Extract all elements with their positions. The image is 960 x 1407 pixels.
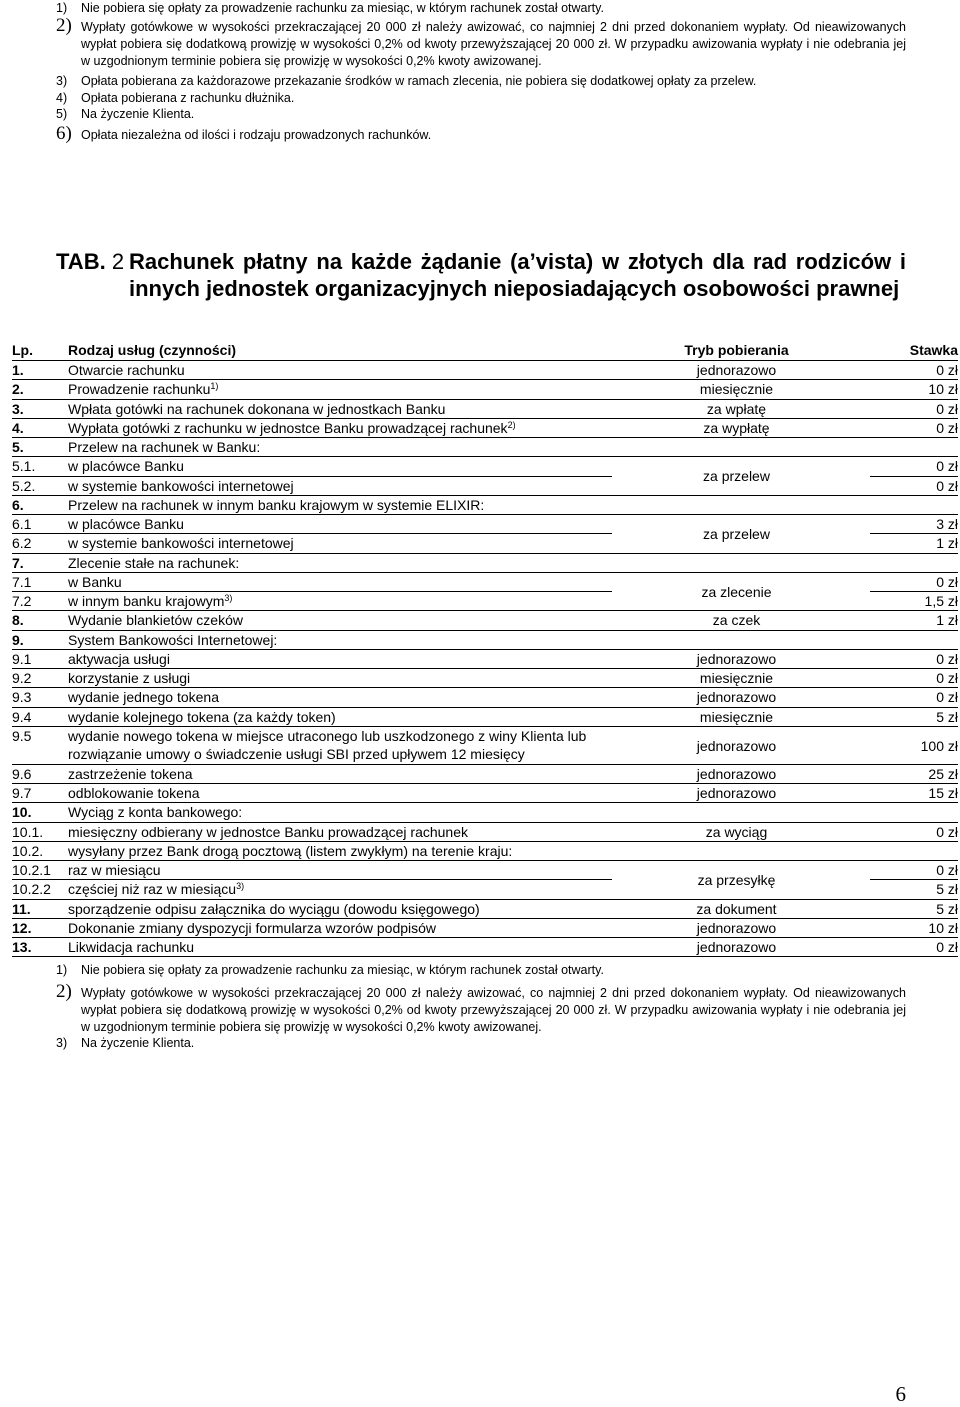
note-number: 5) [56, 107, 68, 121]
row-service: Zlecenie stałe na rachunek: [68, 554, 240, 571]
row-rate: 0 zł [936, 458, 958, 475]
table-row [12, 554, 958, 573]
price-table [12, 341, 958, 957]
table-row [12, 611, 958, 630]
row-lp: 13. [12, 939, 32, 955]
row-lp: 8. [12, 612, 24, 629]
row-service: Wyciąg z konta bankowego: [68, 804, 243, 821]
row-lp: 3. [12, 400, 24, 417]
merged-mode-cell: za przesyłkę [697, 872, 776, 888]
row-rate: 0 zł [936, 670, 958, 686]
row-rate: 10 zł [928, 381, 958, 398]
row-rate: 0 zł [936, 400, 958, 417]
row-service: korzystanie z usługi [68, 670, 191, 686]
table-row [12, 823, 958, 842]
row-mode: za wpłatę [706, 400, 767, 417]
row-lp: 10.2.2 [12, 881, 51, 898]
row-service: w systemie bankowości internetowej [68, 477, 294, 494]
header-mode: Tryb pobierania [684, 342, 789, 358]
table-row [12, 419, 958, 438]
row-lp: 7.1 [12, 573, 32, 590]
table-row [12, 919, 958, 938]
row-rate: 1 zł [936, 612, 958, 629]
row-rate: 5 zł [936, 900, 958, 917]
row-service: zastrzeżenie tokena [68, 765, 193, 782]
row-service: odblokowanie tokena [68, 785, 200, 801]
note-text: Opłata niezależna od ilości i rodzaju prowadzonych rachunków. [81, 128, 432, 142]
row-service: raz w miesiącu [68, 862, 161, 878]
row-mode: jednorazowo [696, 919, 777, 936]
row-mode: miesięcznie [699, 381, 774, 398]
row-lp: 9.3 [12, 689, 32, 706]
row-divider [12, 956, 958, 957]
table-row [12, 631, 958, 650]
table-row [12, 842, 958, 861]
table-row [12, 688, 958, 707]
table-row [12, 784, 958, 803]
note-text: Wypłaty gotówkowe w wysokości przekraczającej 20 000 zł należy awizować, co najmniej 2 dni przed dokonaniem wypłaty. Od nieawizowanych wypłat pobiera się dodatkową prowizję w wysokości 0,2% od kwoty przewyższającej 20 000 zł. W przypadku awizowania wypłaty i nie odebrania jej w uzgodnionym terminie pobiera się prowizję w wysokości 0,2% kwoty awizowanej. [81, 20, 906, 68]
table-row [12, 477, 958, 496]
table-row [12, 361, 958, 380]
page-number: 6 [895, 1382, 906, 1406]
top-note-2 [56, 15, 906, 70]
merged-mode-cell: za zlecenie [701, 583, 772, 600]
row-service: Przelew na rachunek w innym banku krajowym w systemie ELIXIR: [68, 496, 485, 513]
row-mode: jednorazowo [696, 765, 777, 782]
row-rate: 25 zł [928, 765, 958, 782]
row-lp: 9. [12, 631, 24, 648]
merged-mode-cell: za przelew [703, 526, 770, 542]
row-mode: za wypłatę [703, 419, 770, 436]
table-row [12, 515, 958, 542]
row-rate: 0 zł [936, 650, 958, 667]
row-lp: 9.5 [12, 727, 32, 744]
row-service: wysyłany przez Bank drogą pocztową (listem zwykłym) na terenie kraju: [68, 842, 513, 859]
merged-mode-cell: za przelew [703, 468, 770, 485]
row-service: częściej niż raz w miesiącu$^{3)}$ [68, 881, 245, 898]
row-lp: 7. [12, 554, 24, 571]
top-note-6 [56, 123, 906, 144]
row-service: Wpłata gotówki na rachunek dokonana w jednostkach Banku [68, 400, 446, 417]
row-lp: 9.6 [12, 765, 32, 782]
row-lp: 4. [12, 419, 24, 436]
row-service: sporządzenie odpisu załącznika do wyciągu (dowodu księgowego) [68, 900, 480, 917]
table-row [12, 573, 958, 600]
row-service: w Banku [68, 573, 122, 590]
table-row [12, 457, 958, 485]
row-rate: 0 zł [936, 573, 958, 590]
row-mode: jednorazowo [696, 689, 777, 706]
table-row [12, 438, 958, 457]
row-lp: 9.1 [12, 650, 32, 667]
row-service: Wypłata gotówki z rachunku w jednostce Banku prowadzącej rachunek$^{2)}$ [68, 419, 516, 436]
row-lp: 9.4 [12, 708, 32, 725]
footnote-ref: 2) [507, 419, 516, 430]
table-label: TAB. 2 [56, 249, 125, 274]
row-lp: 9.2 [12, 670, 32, 686]
row-rate: 5 zł [936, 881, 958, 898]
row-service: w systemie bankowości internetowej [68, 535, 294, 552]
top-note-5 [56, 106, 906, 123]
table-row [12, 650, 958, 669]
row-lp: 10.2. [12, 842, 44, 859]
table-row [12, 765, 958, 784]
bottom-note-3 [56, 1035, 906, 1052]
row-service: Dokonanie zmiany dyspozycji formularza wzorów podpisów [68, 919, 437, 936]
row-service: w placówce Banku [68, 458, 184, 475]
row-rate: 0 zł [936, 362, 958, 378]
row-mode: za czek [712, 612, 761, 629]
row-service: System Bankowości Internetowej: [68, 631, 278, 648]
bottom-note-2 [56, 981, 906, 1036]
row-rate: 0 zł [936, 862, 958, 878]
row-lp: 6. [12, 496, 24, 513]
note-text: Opłata pobierana za każdorazowe przekazanie środków w ramach zlecenia, nie pobiera się dodatkowej opłaty za przelew. [81, 74, 757, 88]
row-rate: 10 zł [928, 919, 958, 936]
footnote-ref: 3) [236, 881, 245, 892]
row-lp: 10.2.1 [12, 862, 51, 878]
note-number: 6) [56, 123, 72, 144]
note-number: 4) [56, 91, 68, 105]
row-rate: 0 zł [936, 689, 958, 706]
header-service: Rodzaj usług (czynności) [68, 342, 237, 358]
row-lp: 7.2 [12, 593, 32, 609]
note-number: 2) [56, 15, 72, 36]
row-mode: miesięcznie [699, 708, 774, 725]
row-rate: 1 zł [936, 535, 958, 552]
note-text: Opłata pobierana z rachunku dłużnika. [81, 91, 295, 105]
row-service: Prowadzenie rachunku$^{1)}$ [68, 381, 219, 398]
row-lp: 10. [12, 804, 32, 821]
note-text: Nie pobiera się opłaty za prowadzenie rachunku za miesiąc, w którym rachunek został otwarty. [81, 963, 604, 977]
row-lp: 6.2 [12, 535, 32, 552]
bottom-note-1 [56, 962, 906, 979]
row-mode: za wyciąg [705, 823, 768, 840]
row-mode: jednorazowo [696, 939, 777, 955]
note-number: 3) [56, 1036, 68, 1050]
row-rate: 0 zł [936, 419, 958, 436]
note-text: Na życzenie Klienta. [81, 107, 195, 121]
table-row [12, 380, 958, 399]
row-service: w innym banku krajowym$^{3)}$ [68, 593, 233, 609]
row-lp: 6.1 [12, 516, 32, 532]
note-text: Na życzenie Klienta. [81, 1036, 195, 1050]
table-row [12, 669, 958, 688]
row-rate: 0 zł [936, 477, 958, 494]
footnote-ref: 3) [224, 593, 233, 603]
table-row [12, 803, 958, 822]
table-row [12, 900, 958, 919]
row-service: w placówce Banku [68, 516, 184, 532]
table-row [12, 496, 958, 515]
row-rate: 0 zł [936, 823, 958, 840]
row-mode: za dokument [696, 900, 777, 917]
table-row [12, 861, 958, 888]
row-service: wydanie jednego tokena [68, 689, 220, 706]
row-lp: 5. [12, 439, 24, 455]
table-row [12, 880, 958, 899]
row-lp: 11. [12, 900, 31, 917]
row-lp: 1. [12, 362, 24, 378]
row-service: miesięczny odbierany w jednostce Banku prowadzącej rachunek [68, 823, 468, 840]
table-row [12, 708, 958, 727]
table-row [12, 938, 958, 957]
row-lp: 9.7 [12, 785, 32, 801]
row-rate: 5 zł [936, 708, 958, 725]
header-lp: Lp. [12, 342, 33, 358]
footnote-ref: 1) [210, 381, 219, 392]
row-mode: jednorazowo [696, 737, 777, 754]
table-header-row [12, 341, 958, 361]
row-rate: 0 zł [936, 939, 958, 955]
top-note-4 [56, 90, 906, 107]
note-number: 3) [56, 74, 68, 88]
note-text: Wypłaty gotówkowe w wysokości przekraczającej 20 000 zł należy awizować, co najmniej 2 dni przed dokonaniem wypłaty. Od nieawizowanych wypłat pobiera się dodatkową prowizję w wysokości 0,2% od kwoty przewyższającej 20 000 zł. W przypadku awizowania wypłaty i nie odebrania jej w uzgodnionym terminie pobiera się prowizję w wysokości 0,2% kwoty awizowanej. [81, 986, 906, 1034]
row-lp: 2. [12, 381, 24, 398]
note-number: 1) [56, 963, 68, 977]
row-lp: 5.2. [12, 477, 36, 494]
row-lp: 5.1. [12, 458, 36, 475]
row-mode: miesięcznie [699, 670, 774, 686]
row-service: Przelew na rachunek w Banku: [68, 439, 261, 455]
row-mode: jednorazowo [696, 362, 777, 378]
row-service: wydanie kolejnego tokena (za każdy token) [68, 708, 336, 725]
row-lp: 10.1. [12, 823, 44, 840]
note-number: 2) [56, 981, 72, 1002]
table-row [12, 727, 958, 765]
table-title-text: Rachunek płatny na każde żądanie (a’vista) w złotych dla rad rodziców i innych jednostek organizacyjnych nieposiadających osobowości prawnej [129, 249, 906, 301]
table-row [12, 592, 958, 611]
row-mode: jednorazowo [696, 785, 777, 801]
row-rate: 3 zł [936, 516, 958, 532]
row-lp: 12. [12, 919, 32, 936]
row-rate: 1,5 zł [924, 593, 958, 609]
row-service: wydanie nowego tokena w miejsce utraconego lub uszkodzonego z winy Klienta lub rozwiązanie umowy o świadczenie usługi SBI przed upływem 12 miesięcy [68, 727, 587, 762]
row-service: Likwidacja rachunku [68, 939, 195, 955]
row-rate: 15 zł [928, 785, 958, 801]
row-service: aktywacja usługi [68, 650, 170, 667]
row-rate: 100 zł [920, 737, 958, 754]
table-row [12, 534, 958, 553]
table-title [56, 248, 906, 302]
note-number: 1) [56, 1, 68, 15]
row-mode: jednorazowo [696, 650, 777, 667]
table-row [12, 400, 958, 419]
top-note-3 [56, 73, 906, 90]
note-text: Nie pobiera się opłaty za prowadzenie rachunku za miesiąc, w którym rachunek został otwarty. [81, 1, 604, 15]
top-note-1 [56, 0, 906, 17]
row-service: Wydanie blankietów czeków [68, 612, 243, 629]
header-rate: Stawka [909, 342, 958, 358]
row-service: Otwarcie rachunku [68, 362, 185, 378]
